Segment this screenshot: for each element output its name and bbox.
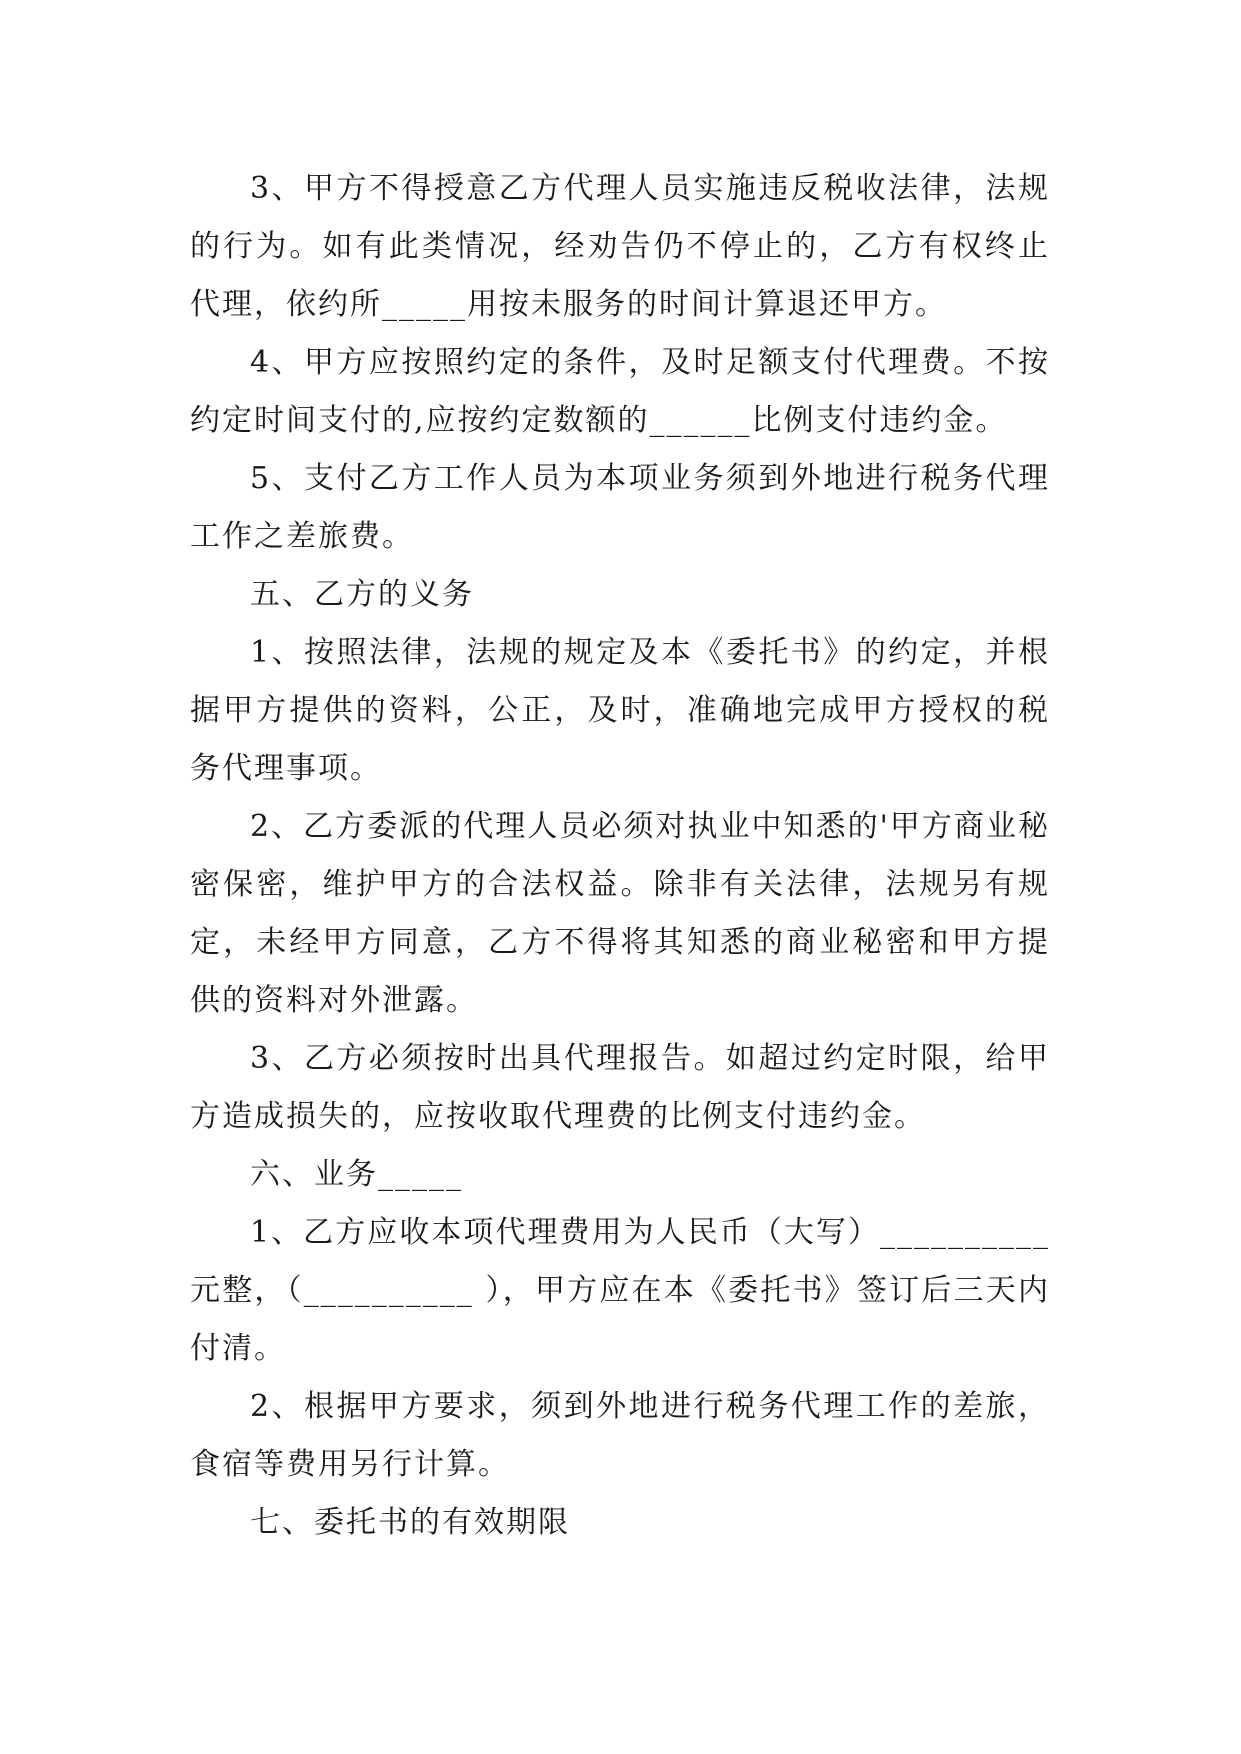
paragraph-clause-5-travel-expense: 5、支付乙方工作人员为本项业务须到外地进行税务代理工作之差旅费。 bbox=[190, 461, 1050, 554]
paragraph-clause-4-agency-fee: 4、甲方应按照约定的条件，及时足额支付代理费。不按约定时间支付的,应按约定数额的______比例支付违约金。 bbox=[190, 345, 1050, 438]
document-body bbox=[190, 160, 1050, 1552]
paragraph-business-2: 2、根据甲方要求，须到外地进行税务代理工作的差旅，食宿等费用另行计算。 bbox=[190, 1389, 1050, 1482]
paragraph-business-1: 1、乙方应收本项代理费用为人民币（大写）__________元整，（__________ ），甲方应在本《委托书》签订后三天内付清。 bbox=[190, 1215, 1050, 1366]
section-heading-obligations: 五、乙方的义务 bbox=[250, 577, 474, 612]
paragraph-obligation-1: 1、按照法律，法规的规定及本《委托书》的约定，并根据甲方提供的资料，公正，及时，准确地完成甲方授权的税务代理事项。 bbox=[190, 635, 1050, 786]
paragraph-obligation-3: 3、乙方必须按时出具代理报告。如超过约定时限，给甲方造成损失的，应按收取代理费的比例支付违约金。 bbox=[190, 1041, 1050, 1134]
paragraph-obligation-2: 2、乙方委派的代理人员必须对执业中知悉的'甲方商业秘密保密，维护甲方的合法权益。除非有关法律，法规另有规定，未经甲方同意，乙方不得将其知悉的商业秘密和甲方提供的资料对外泄露。 bbox=[190, 809, 1050, 1018]
section-heading-validity: 七、委托书的有效期限 bbox=[250, 1505, 570, 1540]
paragraph-clause-3-tax-law: 3、甲方不得授意乙方代理人员实施违反税收法律，法规的行为。如有此类情况，经劝告仍不停止的，乙方有权终止代理，依约所_____用按未服务的时间计算退还甲方。 bbox=[190, 171, 1050, 322]
section-heading-business: 六、业务_____ bbox=[250, 1157, 463, 1192]
